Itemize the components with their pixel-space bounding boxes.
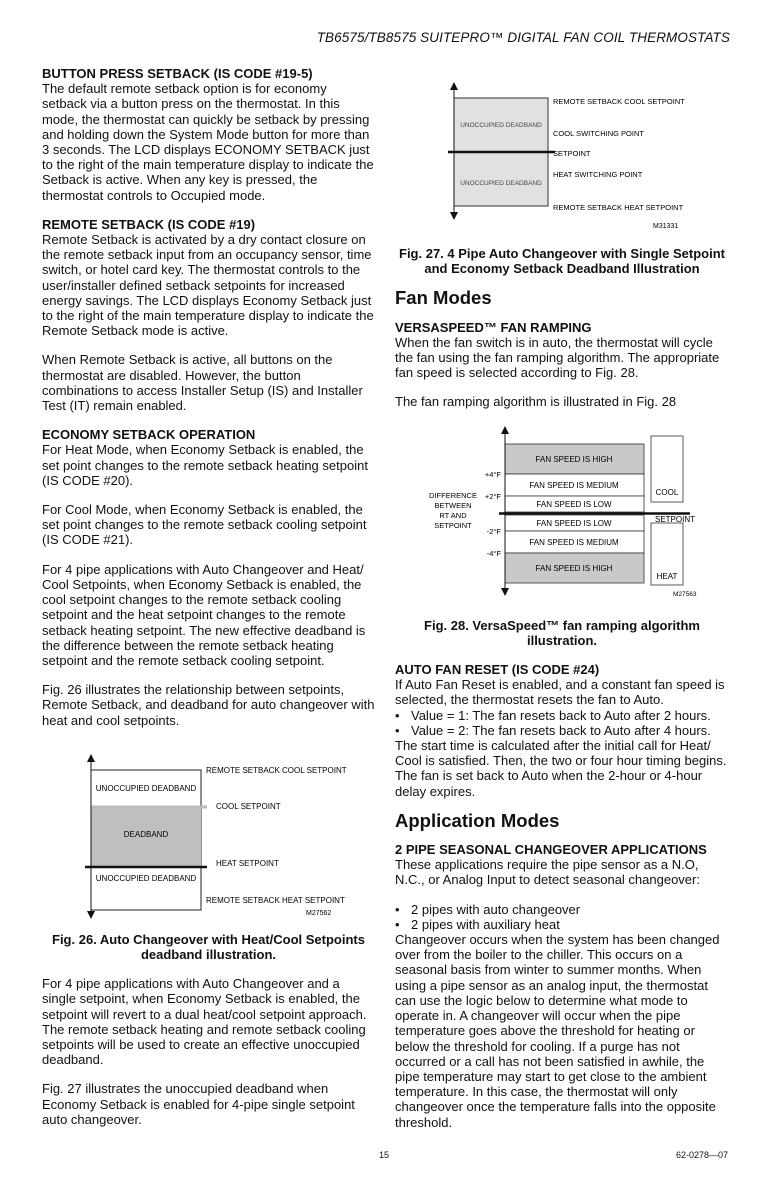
- line-label: HEAT SETPOINT: [216, 858, 279, 868]
- tick-label: -2°F: [486, 526, 501, 536]
- figure-code: M27562: [306, 909, 332, 917]
- paragraph: For Heat Mode, when Economy Setback is enabled, the set point changes to the remote setback heating setpoint (IS CODE #20).: [42, 442, 368, 488]
- left-column: [42, 66, 375, 1141]
- list-item-text: 2 pipes with auto changeover: [411, 901, 581, 917]
- band-label: UNOCCUPIED DEADBAND: [95, 783, 197, 793]
- paragraph: When Remote Setback is active, all buttons on the thermostat are disabled. However, the button combinations to access Installer Setup (IS) and Installer Test (IT) remain enabled.: [42, 352, 363, 414]
- fan-speed-label: FAN SPEED IS LOW: [536, 518, 612, 528]
- running-header: TB6575/TB8575 SUITEPRO™ DIGITAL FAN COIL THERMOSTATS: [316, 30, 730, 45]
- figure-27-diagram: [395, 80, 729, 234]
- figure-26: [42, 752, 375, 920]
- figure-27: [395, 80, 729, 234]
- paragraph: These applications require the pipe sensor as a N.O, N.C., or Analog Input to detect seasonal changeover:: [395, 857, 700, 888]
- section-title: BUTTON PRESS SETBACK (IS CODE #19-5): [42, 66, 313, 81]
- section-title: AUTO FAN RESET (IS CODE #24): [395, 662, 600, 678]
- figure-28: [395, 424, 729, 610]
- list-item-text: Value = 2: The fan resets back to Auto after 4 hours.: [411, 722, 711, 738]
- page-number: 15: [379, 1150, 390, 1160]
- paragraph: If Auto Fan Reset is enabled, and a constant fan speed is selected, the thermostat resets the fan to Auto.: [395, 677, 725, 708]
- section-title: 2 PIPE SEASONAL CHANGEOVER APPLICATIONS: [395, 842, 707, 858]
- section-title: REMOTE SETBACK (IS CODE #19): [42, 216, 256, 232]
- right-column: [395, 80, 729, 1144]
- arrow-down-icon: [501, 588, 509, 596]
- tick-label: +2°F: [484, 491, 501, 501]
- paragraph: For Cool Mode, when Economy Setback is enabled, the set point changes to the remote setback cooling setpoint (IS CODE #21).: [42, 502, 367, 548]
- figure-28-diagram: [395, 424, 729, 610]
- arrow-down-icon: [450, 212, 458, 220]
- paragraph: Fig. 26 illustrates the relationship between setpoints, Remote Setback, and deadband for auto changeover with heat and cool setpoints.: [42, 682, 375, 728]
- line-label: REMOTE SETBACK COOL SETPOINT: [206, 765, 347, 775]
- band-label: DEADBAND: [123, 829, 169, 839]
- axis-label: SETPOINT: [434, 520, 472, 530]
- figure-caption: Fig. 27. 4 Pipe Auto Changeover with Single Setpoint and Economy Setback Deadband Illustration: [399, 246, 725, 277]
- figure-caption: Fig. 26. Auto Changeover with Heat/Cool Setpoints deadband illustration.: [52, 931, 365, 962]
- document-number: 62-0278—07: [675, 1150, 728, 1160]
- axis-label: RT AND: [439, 510, 467, 520]
- paragraph: When the fan switch is in auto, the thermostat will cycle the fan using the fan ramping algorithm. The appropriate fan speed is selected according to Fig. 28.: [395, 334, 720, 381]
- setpoint-label: SETPOINT: [655, 514, 696, 524]
- line-label: SETPOINT: [553, 149, 591, 158]
- section-heading: Application Modes: [395, 809, 560, 831]
- band-label: UNOCCUPIED DEADBAND: [95, 873, 197, 883]
- paragraph: Changeover occurs when the system has been changed over from the boiler to the chiller. This occurs on a seasonal basis from winter to summer months. When using a pipe sensor as an analog input, the thermostat can use the logic below to determine what mode to operate in. A changeover will occur when the pipe temperature goes above the threshold for heating or below the threshold for cooling. If a purge has not occurred or a call has not been satisfied in awhile, the pipe temperature may start to get close to the ambient temperature. In this case, the thermostat will only changeover once the temperature falls into the opposite threshold.: [395, 932, 720, 1130]
- line-label: COOL SETPOINT: [216, 801, 281, 811]
- fan-speed-label: FAN SPEED IS HIGH: [535, 454, 613, 464]
- tick-label: +4°F: [484, 469, 501, 479]
- paragraph: Remote Setback is activated by a dry contact closure on the remote setback input from an occupancy sensor, time switch, or hotel card key. The thermostat controls to the user/installer defined setback setpoints for increased energy savings. The LCD displays Economy Setback just to the right of the main temperature display to indicate the Remote Setback mode is active.: [42, 232, 374, 339]
- list-item: • 2 pipes with auxiliary heat: [395, 916, 560, 932]
- paragraph: The fan ramping algorithm is illustrated in Fig. 28: [395, 394, 677, 410]
- paragraph: The start time is calculated after the initial call for Heat/ Cool is satisfied. Then, the two or four hour timing begins. The fan is set back to Auto when the 2-hour or 4-hour delay expires.: [395, 738, 727, 799]
- figure-26-diagram: [42, 752, 375, 920]
- line-label: HEAT SWITCHING POINT: [553, 170, 643, 179]
- fan-speed-label: FAN SPEED IS MEDIUM: [529, 537, 619, 547]
- list-item: • 2 pipes with auto changeover: [395, 901, 581, 917]
- section-heading: Fan Modes: [395, 287, 492, 309]
- line-label: REMOTE SETBACK COOL SETPOINT: [553, 97, 685, 106]
- figure-caption: Fig. 28. VersaSpeed™ fan ramping algorithm illustration.: [424, 617, 700, 648]
- list-item: • Value = 1: The fan resets back to Auto after 2 hours.: [395, 707, 711, 723]
- arrow-down-icon: [87, 911, 95, 919]
- line-label: REMOTE SETBACK HEAT SETPOINT: [206, 895, 345, 905]
- figure-code: M31331: [653, 223, 679, 230]
- fan-speed-label: FAN SPEED IS HIGH: [535, 563, 613, 573]
- list-item-text: Value = 1: The fan resets back to Auto after 2 hours.: [411, 707, 711, 723]
- line-label: REMOTE SETBACK HEAT SETPOINT: [553, 203, 684, 212]
- arrow-up-icon: [501, 426, 509, 434]
- arrow-up-icon: [87, 754, 95, 762]
- band-label: UNOCCUPIED DEADBAND: [460, 122, 542, 129]
- tick-label: -4°F: [486, 548, 501, 558]
- section-title: ECONOMY SETBACK OPERATION: [42, 427, 256, 443]
- figure-code: M27563: [673, 590, 697, 598]
- list-item-text: 2 pipes with auxiliary heat: [411, 916, 560, 932]
- line-label: COOL SWITCHING POINT: [553, 129, 644, 138]
- fan-speed-label: FAN SPEED IS LOW: [536, 499, 612, 509]
- axis-label: BETWEEN: [434, 500, 472, 510]
- paragraph: Fig. 27 illustrates the unoccupied deadband when Economy Setback is enabled for 4-pipe single setpoint auto changeover.: [42, 1081, 355, 1127]
- paragraph: The default remote setback option is for economy setback via a button press on the thermostat. In this mode, the thermostat can quickly be setback by pressing and holding down the System Mode button for more than 3 seconds. The LCD displays ECONOMY SETBACK just to the right of the main temperature display to indicate the Setback is active. When any key is pressed, the thermostat controls to Occupied mode.: [42, 81, 374, 203]
- axis-label: DIFFERENCE: [429, 490, 477, 500]
- paragraph: For 4 pipe applications with Auto Changeover and a single setpoint, when Economy Setback is enabled, the setpoint will revert to a dual heat/cool setpoint approach. The remote setback heating and remote setback cooling setpoints will be used to create an effective unoccupied deadband.: [42, 976, 367, 1068]
- band-label: UNOCCUPIED DEADBAND: [460, 180, 542, 187]
- arrow-up-icon: [450, 82, 458, 90]
- mode-label: HEAT: [656, 571, 678, 581]
- list-item: • Value = 2: The fan resets back to Auto after 4 hours.: [395, 722, 711, 738]
- section-title: VERSASPEED™ FAN RAMPING: [395, 319, 592, 335]
- paragraph: For 4 pipe applications with Auto Changeover and Heat/ Cool Setpoints, when Economy Setback is enabled, the cool setpoint changes to the remote setback cooling setpoint and the heat setpoint changes to the remote setback heating setpoint. The new effective deadband is the difference between the remote setback heating setpoint and the remote setback cooling setpoint.: [42, 561, 366, 668]
- mode-label: COOL: [655, 487, 679, 497]
- fan-speed-label: FAN SPEED IS MEDIUM: [529, 480, 619, 490]
